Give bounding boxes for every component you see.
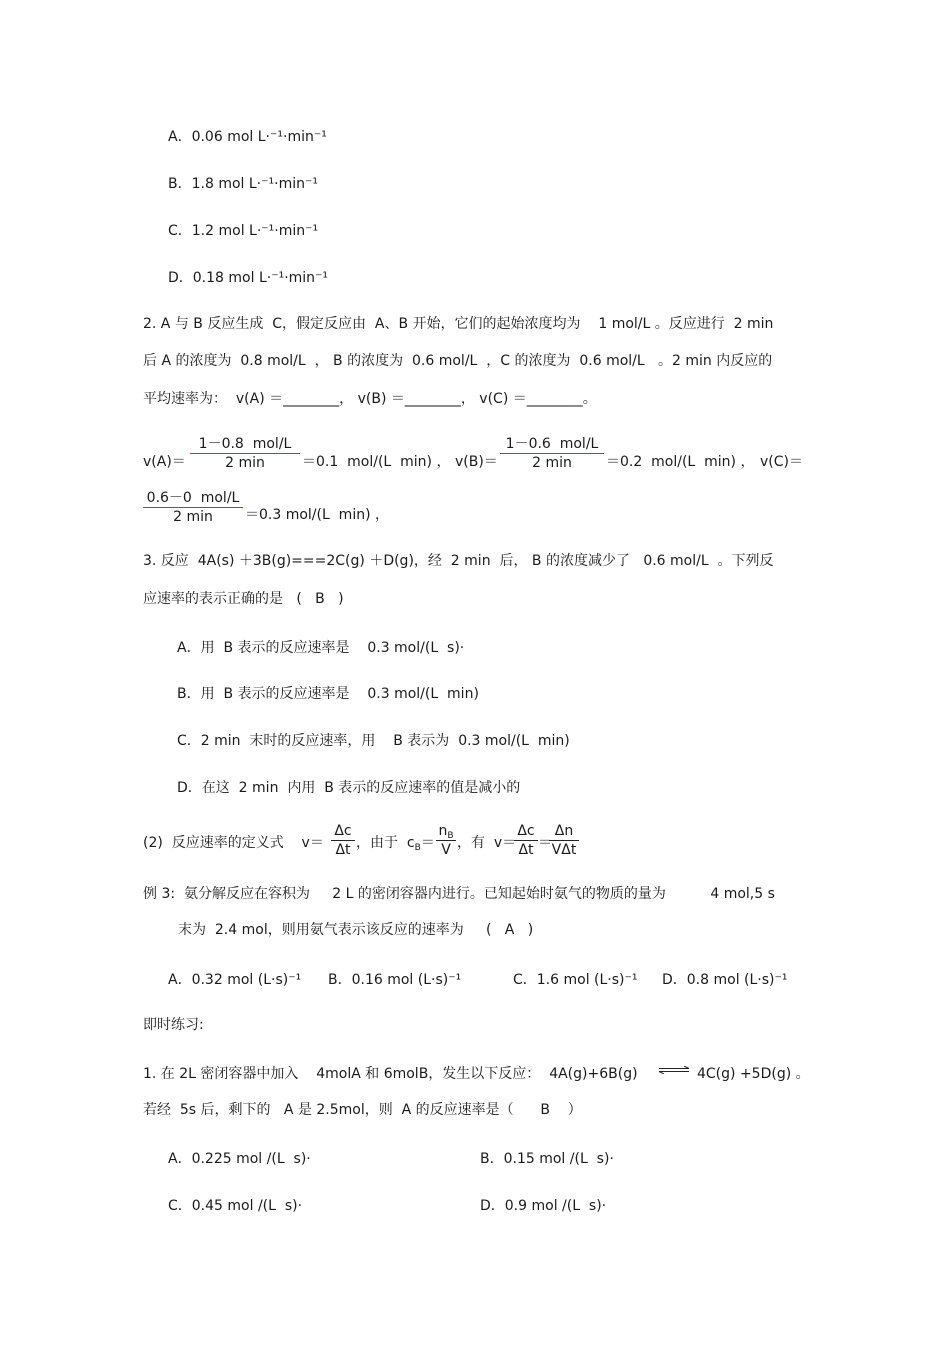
p1-line-1b: 4C(g) +5D(g) 。 [697,1066,810,1082]
ex3-line-1: 例 3: 氨分解反应在容积为 2 L 的密闭容器内进行。已知起始时氨气的物质的量为 4 mol,5 s [143,886,775,902]
rate-def-fraction-dc-dt [331,822,355,859]
dn-numerator: Δn [554,823,574,839]
p1-option-c: C．0.45 mol /(L s)· [168,1198,303,1214]
p1-option-d: D．0.9 mol /(L s)· [480,1198,607,1214]
answer-vc-result: ＝0.3 mol/(L min) ， [245,507,389,523]
dc-numerator-2: Δc [517,823,535,839]
q3-line-1: 3. 反应 4A(s) ＋3B(g)===2C(g) ＋D(g)，经 2 min 后， B 的浓度减少了 0.6 mol/L 。下列反 [143,553,774,569]
q2-line-2: 后 A 的浓度为 0.8 mol/L ， B 的浓度为 0.6 mol/L ，C 的浓度为 0.6 mol/L 。2 min 内反应的 [143,353,773,369]
dc-numerator: Δc [334,823,352,839]
v-denominator: V [441,842,451,858]
reversible-arrow-icon [658,1066,690,1074]
ex3-line-2: 末为 2.4 mol，则用氨气表示该反应的速率为 ( A ) [178,922,534,938]
q3-line-2: 应速率的表示正确的是 ( B ) [143,591,344,607]
mid2-text: ＝ [420,835,435,851]
q3-option-a: A．用 B 表示的反应速率是 0.3 mol/(L s)· [177,640,465,656]
practice-heading: 即时练习: [143,1017,204,1033]
answer-vb-fraction [500,435,604,472]
answer-va-numerator: 1－0.8 mol/L [198,436,292,452]
q2-line-3: 平均速率为： v(A) ＝________， v(B) ＝________， v(C) ＝________。 [143,391,597,407]
dt-denominator: Δt [335,842,351,858]
q1-option-a: A．0.06 mol L·⁻¹·min⁻¹ [168,129,327,145]
answer-vc-fraction [143,489,243,526]
answer-vb-result: ＝0.2 mol/(L min) ， [606,454,755,470]
p1-line-2: 若经 5s 后，剩下的 A 是 2.5mol，则 A 的反应速率是（ B ） [143,1102,582,1118]
q3-option-d: D．在这 2 min 内用 B 表示的反应速率的值是减小的 [177,780,521,796]
rate-definition-equals: ＝ [538,835,552,851]
rate-definition-mid1 [356,834,435,852]
p1-option-a: A．0.225 mol /(L s)· [168,1151,311,1167]
ex3-option-d: D．0.8 mol (L·s)⁻¹ [662,972,788,988]
answer-vc-label: v(C)＝ [760,454,803,470]
cb-subscript: B [414,843,421,853]
rate-definition-prefix: (2) 反应速率的定义式 v＝ [143,835,324,851]
dt-denominator-2: Δt [518,842,534,858]
answer-va-fraction [190,435,300,472]
q2-line-1: 2. A 与 B 反应生成 C，假定反应由 A、B 开始，它们的起始浓度均为 1 mol/L 。反应进行 2 min [143,316,774,332]
nb-subscript: B [447,831,454,841]
ex3-option-b: B．0.16 mol (L·s)⁻¹ [328,972,462,988]
q1-option-c: C．1.2 mol L·⁻¹·min⁻¹ [168,223,319,239]
nb-numerator [436,822,456,840]
rate-def-fraction-nb-v [436,822,456,859]
answer-va-denominator: 2 min [225,455,265,471]
ex3-option-a: A．0.32 mol (L·s)⁻¹ [168,972,302,988]
answer-vc-denominator: 2 min [173,509,213,525]
q3-option-b: B．用 B 表示的反应速率是 0.3 mol/(L min) [177,686,479,702]
q1-option-d: D．0.18 mol L·⁻¹·min⁻¹ [168,270,329,286]
p1-option-b: B．0.15 mol /(L s)· [480,1151,614,1167]
vdt-denominator: VΔt [551,842,577,858]
rate-def-fraction-dn-vdt [549,822,579,859]
q1-option-b: B．1.8 mol L·⁻¹·min⁻¹ [168,176,318,192]
answer-vb-denominator: 2 min [532,455,572,471]
p1-line-1a: 1. 在 2L 密闭容器中加入 4molA 和 6molB，发生以下反应： 4A(g)+6B(g) [143,1066,638,1082]
answer-vc-numerator: 0.6－0 mol/L [146,490,240,506]
answer-va-result: ＝0.1 mol/(L min) ， [302,454,451,470]
answer-va-label: v(A)＝ [143,454,186,470]
q3-option-c: C．2 min 末时的反应速率，用 B 表示为 0.3 mol/(L min) [177,733,570,749]
answer-vb-numerator: 1－0.6 mol/L [505,436,599,452]
rate-def-fraction-dc-dt-2 [514,822,538,859]
ex3-option-c: C．1.6 mol (L·s)⁻¹ [513,972,638,988]
rate-definition-mid3: ，有 v＝ [457,835,517,851]
n-text: n [438,823,448,839]
mid1-text: ，由于 c [356,835,415,851]
answer-vb-label: v(B)＝ [455,454,498,470]
